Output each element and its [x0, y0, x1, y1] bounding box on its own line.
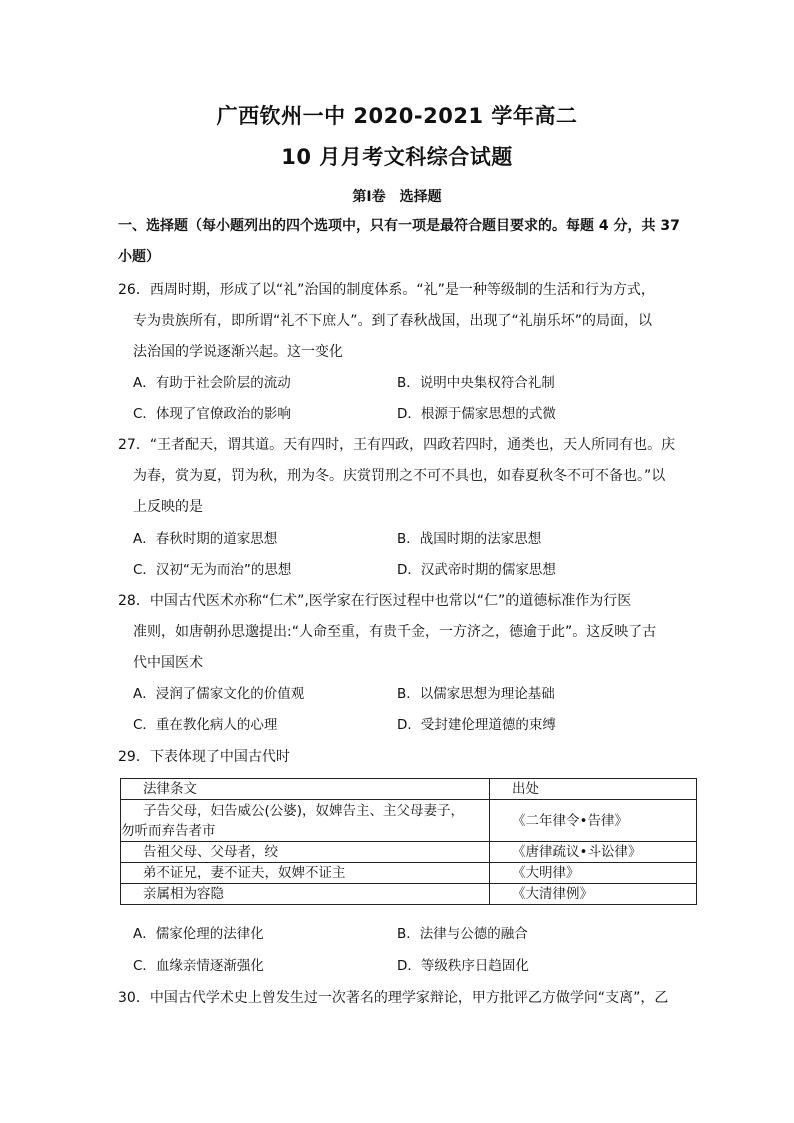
- table-cell-law: 亲属相为容隐: [121, 884, 490, 905]
- volume-heading: 第Ⅰ卷 选择题: [352, 189, 442, 205]
- q27-option-a: A．春秋时期的道家思想: [133, 531, 278, 547]
- q28-stem-line3: 代中国医术: [133, 655, 203, 671]
- law-table: [120, 778, 697, 905]
- q28-option-c: C．重在教化病人的心理: [133, 717, 278, 733]
- table-row: [121, 884, 697, 905]
- table-cell-source: 《二年律令•告律》: [490, 800, 697, 842]
- exam-title-line1: 广西钦州一中 2020-2021 学年高二: [216, 104, 578, 128]
- q29-option-d: D．等级秩序日趋固化: [397, 958, 529, 974]
- q26-option-b: B．说明中央集权符合礼制: [397, 375, 555, 391]
- q27-option-b: B．战国时期的法家思想: [397, 531, 542, 547]
- table-header-source: 出处: [490, 779, 697, 800]
- table-header-row: [121, 779, 697, 800]
- q27-stem-line2: 为春，赏为夏，罚为秋，刑为冬。庆赏罚刑之不可不具也，如春夏秋冬不可不备也。”以: [133, 468, 666, 484]
- q29-stem-line1: 29．下表体现了中国古代时: [118, 749, 290, 765]
- table-row: [121, 863, 697, 884]
- q26-option-a: A．有助于社会阶层的流动: [133, 375, 291, 391]
- q27-stem-line3: 上反映的是: [133, 499, 203, 515]
- q28-option-a: A．浸润了儒家文化的价值观: [133, 686, 305, 702]
- table-cell-law-line1: 子告父母，妇告威公(公婆)，奴婢告主、主父母妻子，: [143, 802, 465, 819]
- table-header-law: 法律条文: [121, 779, 490, 800]
- table-cell-source: 《大明律》: [490, 863, 697, 884]
- q26-option-c: C．体现了官僚政治的影响: [133, 406, 291, 422]
- table-cell-source: 《大清律例》: [490, 884, 697, 905]
- q26-stem-line1: 26．西周时期，形成了以“礼”治国的制度体系。“礼”是一种等级制的生活和行为方式，: [118, 282, 655, 298]
- q26-stem-line3: 法治国的学说逐渐兴起。这一变化: [133, 344, 343, 360]
- q28-option-b: B．以儒家思想为理论基础: [397, 686, 555, 702]
- q28-stem-line2: 准则，如唐朝孙思邈提出:“人命至重，有贵千金，一方济之，德逾于此”。这反映了古: [133, 624, 657, 640]
- table-row: [121, 842, 697, 863]
- table-cell-law-line2: 勿听而弃告者市: [121, 822, 216, 839]
- table-cell-law: [121, 800, 490, 842]
- table-cell-law: 弟不证兄，妻不证夫，奴婢不证主: [121, 863, 490, 884]
- q28-option-d: D．受封建伦理道德的束缚: [397, 717, 556, 733]
- q27-option-d: D．汉武帝时期的儒家思想: [397, 562, 556, 578]
- table-cell-law: 告祖父母、父母者，绞: [121, 842, 490, 863]
- table-row: [121, 800, 697, 842]
- q29-option-a: A．儒家伦理的法律化: [133, 926, 264, 942]
- q30-stem-line1: 30．中国古代学术史上曾发生过一次著名的理学家辩论，甲方批评乙方做学问“支离”，乙: [118, 990, 669, 1006]
- q26-option-d: D．根源于儒家思想的式微: [397, 406, 556, 422]
- section-instructions-line2: 小题）: [118, 249, 160, 265]
- q29-option-b: B．法律与公德的融合: [397, 926, 528, 942]
- exam-title-line2: 10 月月考文科综合试题: [281, 145, 513, 169]
- q29-option-c: C．血缘亲情逐渐强化: [133, 958, 264, 974]
- table-cell-source: 《唐律疏议•斗讼律》: [490, 842, 697, 863]
- q28-stem-line1: 28．中国古代医术亦称“仁术”,医学家在行医过程中也常以“仁”的道德标准作为行医: [118, 593, 632, 609]
- section-instructions-line1: 一、选择题（每小题列出的四个选项中，只有一项是最符合题目要求的。每题 4 分，共 37: [118, 218, 680, 234]
- q26-stem-line2: 专为贵族所有，即所谓“礼不下庶人”。到了春秋战国，出现了“礼崩乐坏”的局面，以: [133, 313, 653, 329]
- q27-option-c: C．汉初“无为而治”的思想: [133, 562, 292, 578]
- q27-stem-line1: 27．“王者配天，谓其道。天有四时，王有四政，四政若四时，通类也，天人所同有也。庆: [118, 437, 676, 453]
